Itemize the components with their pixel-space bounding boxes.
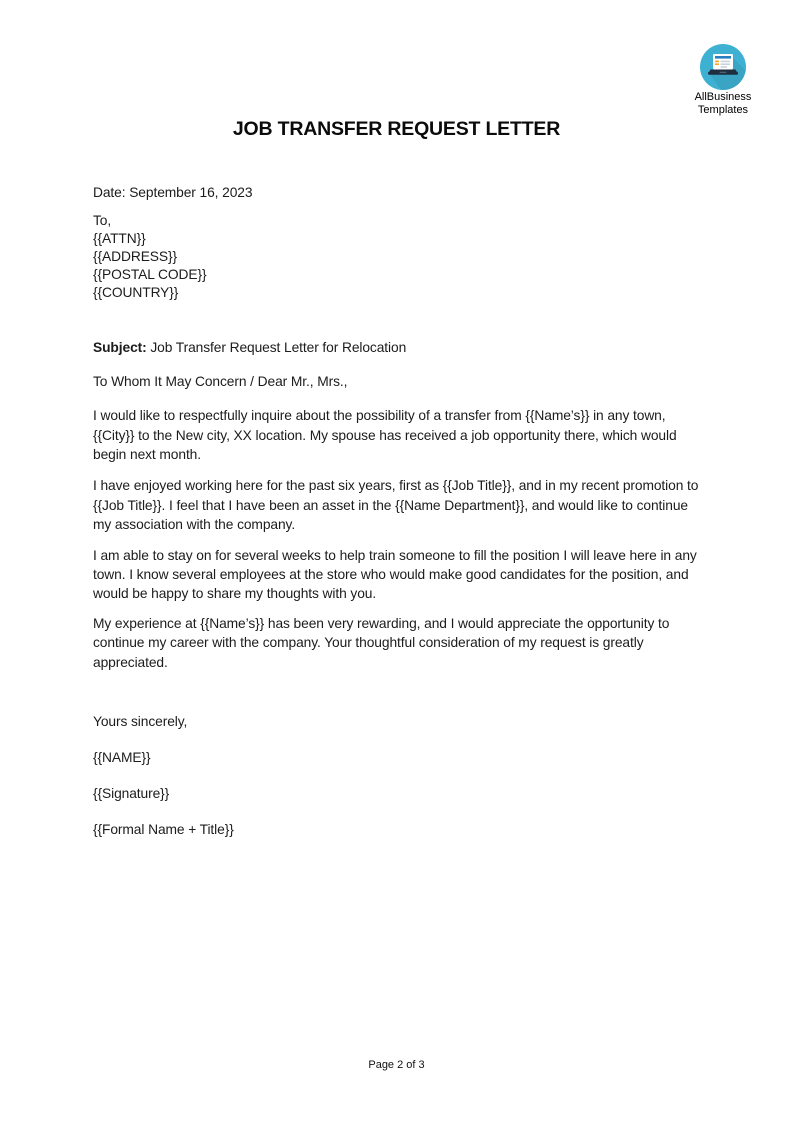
paragraph-4: My experience at {{Name’s}} has been very rewarding, and I would appreciate the opportunity to continue my career with the company. Your thoughtful consideration of my request is greatly appreciated. bbox=[93, 615, 670, 670]
valediction: Yours sincerely, bbox=[93, 714, 188, 730]
date-line: Date: September 16, 2023 bbox=[93, 185, 253, 200]
brand-logo bbox=[673, 44, 773, 116]
page-number-footer: Page 2 of 3 bbox=[368, 1059, 425, 1071]
brand-name-line1: AllBusiness bbox=[694, 91, 752, 103]
signature-placeholder: {{Signature}} bbox=[93, 786, 170, 802]
paragraph-1: I would like to respectfully inquire about the possibility of a transfer from {{Name’s}} in any town, {{City}} to the New city, XX location. My spouse has received a job opportunity there, which would begin next month. bbox=[93, 408, 677, 463]
subject-text: Job Transfer Request Letter for Relocation bbox=[146, 340, 407, 356]
paragraph-3: I am able to stay on for several weeks to help train someone to fill the position I will leave here in any town. I know several employees at the store who would make good candidates for the position, and would be happy to share my thoughts with you. bbox=[93, 547, 697, 602]
page-title: JOB TRANSFER REQUEST LETTER bbox=[232, 118, 561, 140]
brand-name-line2: Templates bbox=[697, 103, 749, 116]
name-placeholder: {{NAME}} bbox=[93, 750, 151, 766]
salutation: To Whom It May Concern / Dear Mr., Mrs., bbox=[93, 373, 348, 389]
subject-label: Subject: bbox=[93, 340, 147, 356]
laptop-icon bbox=[700, 44, 746, 90]
recipient-block: To, {{ATTN}} {{ADDRESS}} {{POSTAL CODE}} {{COUNTRY}} bbox=[93, 213, 207, 301]
formal-name-placeholder: {{Formal Name + Title}} bbox=[93, 822, 234, 838]
paragraph-2: I have enjoyed working here for the past six years, first as {{Job Title}}, and in my recent promotion to {{Job Title}}. I feel that I have been an asset in the {{Name Department}}, and would like to continue my association with the company. bbox=[93, 478, 699, 533]
subject-line bbox=[93, 338, 733, 357]
letter-body bbox=[93, 183, 733, 856]
